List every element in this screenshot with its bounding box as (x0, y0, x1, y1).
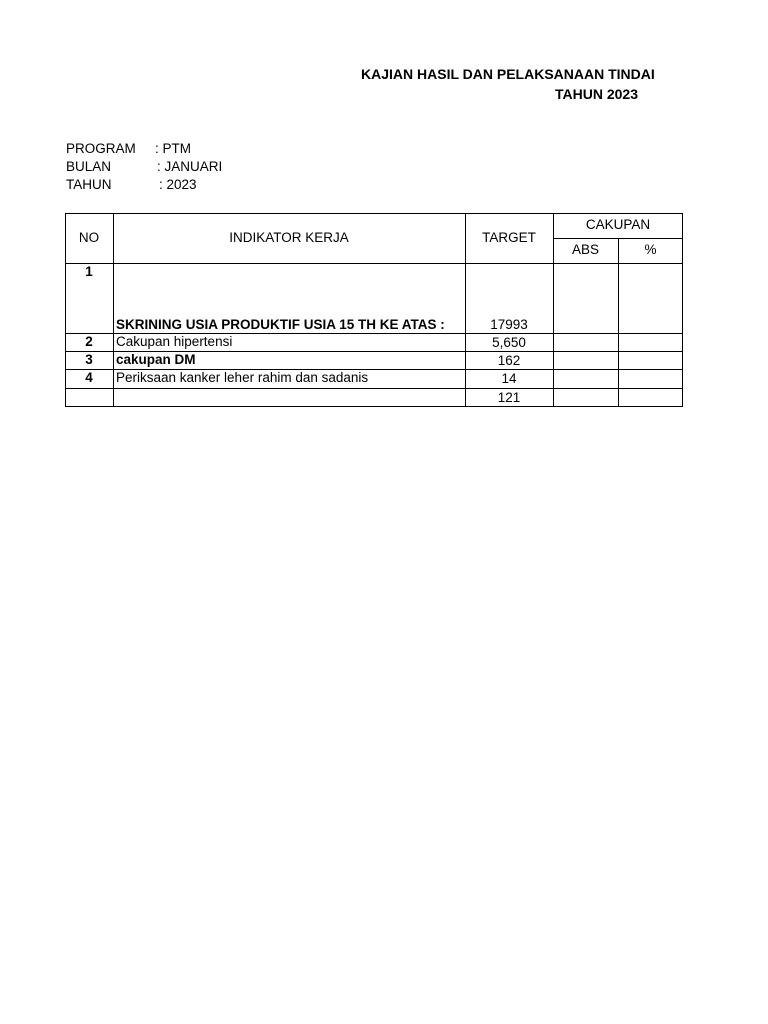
row-4-no: 4 (85, 370, 93, 385)
bulan-value: : JANUARI (157, 159, 223, 174)
tahun-value: : 2023 (159, 177, 197, 192)
bulan-label: BULAN (66, 159, 112, 174)
header-cakupan: CAKUPAN (585, 217, 651, 232)
row-2-indikator: Cakupan hipertensi (116, 334, 233, 349)
tahun-label: TAHUN (66, 177, 112, 192)
program-value: : PTM (155, 141, 191, 156)
row-1-no: 1 (85, 264, 93, 279)
indicator-table (65, 213, 683, 407)
header-percent: % (644, 242, 657, 257)
header-no: NO (78, 230, 100, 245)
report-title: KAJIAN HASIL DAN PELAKSANAAN TINDAI (361, 66, 655, 82)
row-1-indikator: SKRINING USIA PRODUKTIF USIA 15 TH KE ATAS : (116, 317, 445, 332)
row-2-no: 2 (85, 334, 93, 349)
header-abs: ABS (571, 242, 599, 257)
row-4-indikator: Periksaan kanker leher rahim dan sadanis (116, 370, 369, 385)
row-1-target: 17993 (490, 317, 528, 332)
row-2-target: 5,650 (492, 335, 526, 350)
row-3-target: 162 (497, 353, 521, 368)
row-3-no: 3 (85, 352, 93, 367)
header-target: TARGET (482, 230, 536, 245)
row-3-indikator: cakupan DM (116, 352, 196, 367)
report-subtitle-year: TAHUN 2023 (555, 86, 638, 102)
header-indikator: INDIKATOR KERJA (229, 230, 349, 245)
row-4-target: 14 (501, 371, 517, 386)
row-5-target: 121 (497, 390, 521, 405)
program-label: PROGRAM (66, 141, 136, 156)
